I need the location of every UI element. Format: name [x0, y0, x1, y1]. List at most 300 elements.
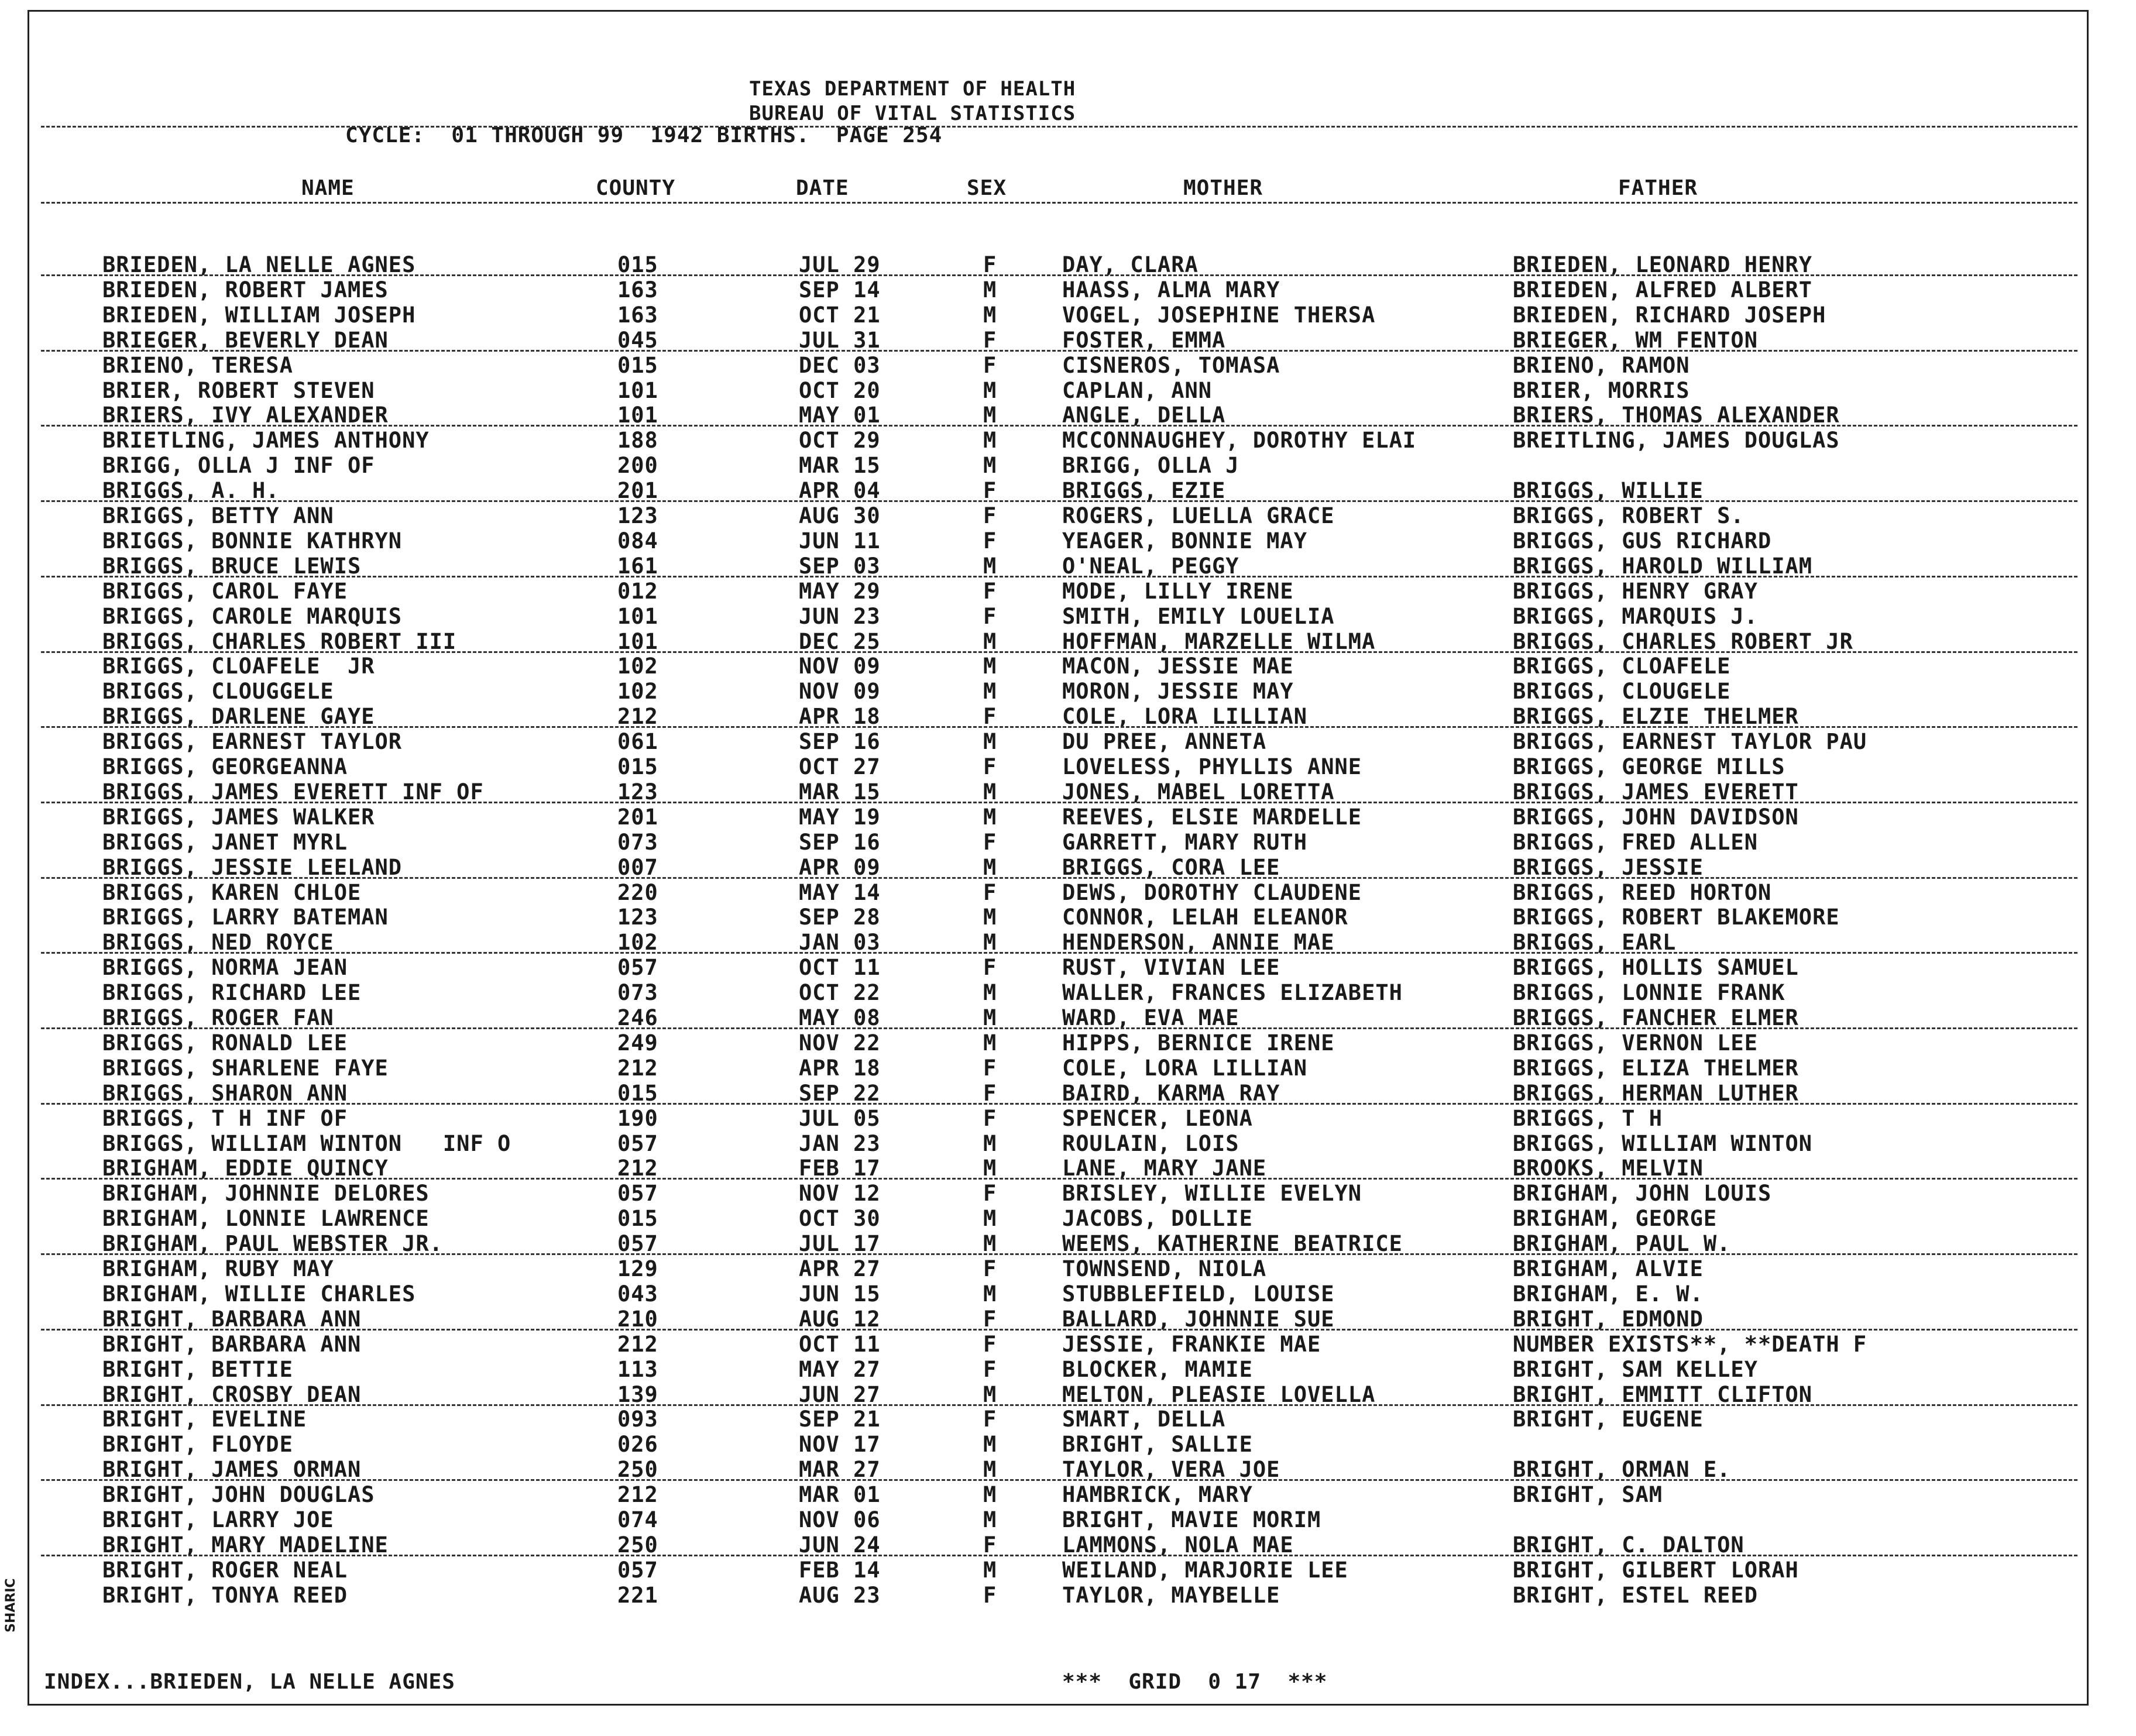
- row-father-cell: BRIGGS, CLOUGELE: [1513, 679, 1731, 704]
- row-mother-cell: LOVELESS, PHYLLIS ANNE: [1062, 754, 1362, 779]
- row-sex-cell: M: [983, 779, 997, 805]
- row-sex-cell: F: [983, 1181, 997, 1206]
- row-date-cell: OCT 20: [799, 378, 881, 403]
- row-mother-cell: SPENCER, LEONA: [1062, 1106, 1253, 1131]
- row-county-cell: 250: [617, 1457, 658, 1482]
- row-sex-cell: F: [983, 1106, 997, 1131]
- row-county-cell: 212: [617, 1332, 658, 1357]
- row-mother-cell: GARRETT, MARY RUTH: [1062, 830, 1307, 855]
- row-father-cell: BRIGGS, WILLIE: [1513, 478, 1704, 503]
- row-name-cell: BRIGGS, A. H.: [102, 478, 280, 503]
- row-county-cell: 201: [617, 478, 658, 503]
- row-county-cell: 073: [617, 830, 658, 855]
- row-county-cell: 246: [617, 1005, 658, 1030]
- row-sex-cell: F: [983, 1407, 997, 1432]
- footer-index: INDEX...BRIEDEN, LA NELLE AGNES: [44, 1670, 455, 1694]
- row-name-cell: BRIEDEN, ROBERT JAMES: [102, 277, 389, 302]
- row-sex-cell: F: [983, 528, 997, 554]
- row-sex-cell: M: [983, 1030, 997, 1056]
- row-name-cell: BRIGHAM, EDDIE QUINCY: [102, 1156, 389, 1181]
- row-name-cell: BRIGHT, JOHN DOUGLAS: [102, 1482, 375, 1507]
- row-sex-cell: M: [983, 905, 997, 930]
- row-mother-cell: MODE, LILLY IRENE: [1062, 579, 1294, 604]
- row-county-cell: 221: [617, 1583, 658, 1608]
- row-county-cell: 043: [617, 1281, 658, 1307]
- row-father-cell: BRIGHT, ESTEL REED: [1513, 1583, 1758, 1608]
- row-name-cell: BRIGHT, BARBARA ANN: [102, 1307, 362, 1332]
- row-mother-cell: WARD, EVA MAE: [1062, 1005, 1239, 1030]
- row-name-cell: BRIGGS, JAMES EVERETT INF OF: [102, 779, 484, 805]
- row-mother-cell: TAYLOR, MAYBELLE: [1062, 1583, 1280, 1608]
- row-mother-cell: REEVES, ELSIE MARDELLE: [1062, 805, 1362, 830]
- row-county-cell: 015: [617, 252, 658, 277]
- row-county-cell: 201: [617, 805, 658, 830]
- row-date-cell: AUG 23: [799, 1583, 881, 1608]
- row-name-cell: BRIGGS, CLOUGGELE: [102, 679, 334, 704]
- row-mother-cell: CAPLAN, ANN: [1062, 378, 1213, 403]
- row-mother-cell: JESSIE, FRANKIE MAE: [1062, 1332, 1321, 1357]
- row-name-cell: BRIGHAM, RUBY MAY: [102, 1256, 334, 1281]
- row-name-cell: BRIGGS, EARNEST TAYLOR: [102, 729, 403, 754]
- row-sex-cell: F: [983, 353, 997, 378]
- row-mother-cell: HOFFMAN, MARZELLE WILMA: [1062, 629, 1376, 654]
- row-father-cell: BRIGHT, C. DALTON: [1513, 1532, 1744, 1558]
- row-father-cell: BRIGGS, HERMAN LUTHER: [1513, 1081, 1799, 1106]
- row-sex-cell: M: [983, 1382, 997, 1407]
- row-sex-cell: F: [983, 328, 997, 353]
- row-father-cell: BRIGGS, JOHN DAVIDSON: [1513, 805, 1799, 830]
- row-name-cell: BRIGHT, EVELINE: [102, 1407, 307, 1432]
- row-separator: [41, 877, 2077, 879]
- row-father-cell: BRIER, MORRIS: [1513, 378, 1690, 403]
- row-county-cell: 123: [617, 905, 658, 930]
- row-father-cell: BRIGHT, SAM: [1513, 1482, 1663, 1507]
- row-name-cell: BRIGGS, GEORGEANNA: [102, 754, 348, 779]
- row-mother-cell: ROULAIN, LOIS: [1062, 1131, 1239, 1156]
- row-date-cell: SEP 21: [799, 1407, 881, 1432]
- row-county-cell: 057: [617, 955, 658, 980]
- row-name-cell: BRIGGS, BRUCE LEWIS: [102, 554, 362, 579]
- row-sex-cell: F: [983, 604, 997, 629]
- row-sex-cell: M: [983, 729, 997, 754]
- row-sex-cell: M: [983, 403, 997, 428]
- row-sex-cell: M: [983, 654, 997, 679]
- row-sex-cell: F: [983, 704, 997, 729]
- row-sex-cell: M: [983, 629, 997, 654]
- row-father-cell: BRIGGS, EARL: [1513, 930, 1677, 955]
- row-sex-cell: F: [983, 1081, 997, 1106]
- footer-grid: *** GRID 0 17 ***: [1062, 1670, 1328, 1694]
- row-father-cell: BRIGHT, EMMITT CLIFTON: [1513, 1382, 1813, 1407]
- row-name-cell: BRIGHAM, JOHNNIE DELORES: [102, 1181, 430, 1206]
- row-sex-cell: F: [983, 1307, 997, 1332]
- row-county-cell: 220: [617, 880, 658, 905]
- row-mother-cell: HAASS, ALMA MARY: [1062, 277, 1280, 302]
- row-mother-cell: MELTON, PLEASIE LOVELLA: [1062, 1382, 1376, 1407]
- row-sex-cell: M: [983, 1131, 997, 1156]
- row-county-cell: 212: [617, 1482, 658, 1507]
- row-mother-cell: BALLARD, JOHNNIE SUE: [1062, 1307, 1335, 1332]
- row-mother-cell: HIPPS, BERNICE IRENE: [1062, 1030, 1335, 1056]
- row-father-cell: BRIGGS, MARQUIS J.: [1513, 604, 1758, 629]
- row-sex-cell: M: [983, 277, 997, 302]
- row-separator: [41, 1027, 2077, 1029]
- row-mother-cell: COLE, LORA LILLIAN: [1062, 1056, 1307, 1081]
- row-mother-cell: DAY, CLARA: [1062, 252, 1199, 277]
- row-father-cell: BRIENO, RAMON: [1513, 353, 1690, 378]
- row-county-cell: 129: [617, 1256, 658, 1281]
- row-mother-cell: YEAGER, BONNIE MAY: [1062, 528, 1307, 554]
- row-sex-cell: F: [983, 955, 997, 980]
- row-date-cell: APR 18: [799, 1056, 881, 1081]
- row-sex-cell: M: [983, 1206, 997, 1231]
- row-date-cell: MAR 15: [799, 779, 881, 805]
- row-father-cell: BRIGHT, SAM KELLEY: [1513, 1357, 1758, 1382]
- row-name-cell: BRIGGS, WILLIAM WINTON INF O: [102, 1131, 511, 1156]
- row-mother-cell: LANE, MARY JANE: [1062, 1156, 1267, 1181]
- row-father-cell: BRIGHT, EDMOND: [1513, 1307, 1704, 1332]
- row-sex-cell: F: [983, 830, 997, 855]
- row-mother-cell: DU PREE, ANNETA: [1062, 729, 1267, 754]
- row-county-cell: 007: [617, 855, 658, 880]
- row-sex-cell: F: [983, 503, 997, 528]
- row-sex-cell: M: [983, 453, 997, 478]
- column-header-father: FATHER: [1618, 176, 1698, 200]
- row-date-cell: NOV 09: [799, 654, 881, 679]
- row-county-cell: 074: [617, 1507, 658, 1532]
- row-father-cell: BRIGGS, HAROLD WILLIAM: [1513, 554, 1813, 579]
- row-date-cell: JAN 03: [799, 930, 881, 955]
- row-date-cell: APR 18: [799, 704, 881, 729]
- row-sex-cell: M: [983, 1558, 997, 1583]
- row-date-cell: SEP 16: [799, 830, 881, 855]
- row-sex-cell: F: [983, 579, 997, 604]
- row-mother-cell: BRIGHT, MAVIE MORIM: [1062, 1507, 1321, 1532]
- row-date-cell: JUL 29: [799, 252, 881, 277]
- row-sex-cell: M: [983, 428, 997, 453]
- row-county-cell: 073: [617, 980, 658, 1005]
- header-rule-2: [41, 202, 2077, 204]
- row-name-cell: BRIGGS, CLOAFELE JR: [102, 654, 375, 679]
- row-date-cell: MAR 27: [799, 1457, 881, 1482]
- row-separator: [41, 350, 2077, 352]
- row-county-cell: 012: [617, 579, 658, 604]
- row-sex-cell: M: [983, 1482, 997, 1507]
- row-sex-cell: M: [983, 302, 997, 328]
- row-sex-cell: F: [983, 1532, 997, 1558]
- row-county-cell: 026: [617, 1432, 658, 1457]
- row-county-cell: 101: [617, 378, 658, 403]
- row-mother-cell: CISNEROS, TOMASA: [1062, 353, 1280, 378]
- row-county-cell: 190: [617, 1106, 658, 1131]
- header-department: TEXAS DEPARTMENT OF HEALTH: [749, 77, 1076, 101]
- row-name-cell: BRIGGS, BETTY ANN: [102, 503, 334, 528]
- row-county-cell: 015: [617, 353, 658, 378]
- row-date-cell: JAN 23: [799, 1131, 881, 1156]
- row-date-cell: SEP 16: [799, 729, 881, 754]
- row-name-cell: BRIGGS, RICHARD LEE: [102, 980, 362, 1005]
- row-father-cell: BRIGGS, ROBERT BLAKEMORE: [1513, 905, 1840, 930]
- row-mother-cell: TAYLOR, VERA JOE: [1062, 1457, 1280, 1482]
- row-county-cell: 101: [617, 403, 658, 428]
- row-father-cell: BRIGGS, ELIZA THELMER: [1513, 1056, 1799, 1081]
- row-father-cell: BRIGGS, VERNON LEE: [1513, 1030, 1758, 1056]
- row-name-cell: BRIGGS, LARRY BATEMAN: [102, 905, 389, 930]
- row-name-cell: BRIETLING, JAMES ANTHONY: [102, 428, 430, 453]
- row-mother-cell: LAMMONS, NOLA MAE: [1062, 1532, 1294, 1558]
- row-father-cell: BRIGGS, HENRY GRAY: [1513, 579, 1758, 604]
- row-separator: [41, 1178, 2077, 1180]
- row-mother-cell: BRIGG, OLLA J: [1062, 453, 1239, 478]
- row-county-cell: 102: [617, 654, 658, 679]
- row-sex-cell: F: [983, 1357, 997, 1382]
- row-sex-cell: M: [983, 1231, 997, 1256]
- row-mother-cell: WEEMS, KATHERINE BEATRICE: [1062, 1231, 1403, 1256]
- row-county-cell: 102: [617, 930, 658, 955]
- row-county-cell: 057: [617, 1558, 658, 1583]
- row-county-cell: 210: [617, 1307, 658, 1332]
- row-date-cell: MAY 14: [799, 880, 881, 905]
- header-cycle: CYCLE: 01 THROUGH 99 1942 BIRTHS. PAGE 254: [345, 123, 943, 147]
- row-county-cell: 015: [617, 1081, 658, 1106]
- row-separator: [41, 1253, 2077, 1255]
- row-sex-cell: M: [983, 1457, 997, 1482]
- row-mother-cell: CONNOR, LELAH ELEANOR: [1062, 905, 1348, 930]
- row-date-cell: OCT 11: [799, 1332, 881, 1357]
- row-date-cell: FEB 17: [799, 1156, 881, 1181]
- row-name-cell: BRIGGS, NORMA JEAN: [102, 955, 348, 980]
- row-father-cell: BRIEDEN, LEONARD HENRY: [1513, 252, 1813, 277]
- row-date-cell: SEP 28: [799, 905, 881, 930]
- column-header-sex: SEX: [967, 176, 1007, 200]
- row-county-cell: 250: [617, 1532, 658, 1558]
- row-sex-cell: F: [983, 1256, 997, 1281]
- row-county-cell: 057: [617, 1231, 658, 1256]
- row-date-cell: JUL 31: [799, 328, 881, 353]
- row-separator: [41, 1103, 2077, 1105]
- row-county-cell: 212: [617, 704, 658, 729]
- row-mother-cell: BRIGHT, SALLIE: [1062, 1432, 1253, 1457]
- row-name-cell: BRIGHT, CROSBY DEAN: [102, 1382, 362, 1407]
- row-county-cell: 101: [617, 604, 658, 629]
- row-name-cell: BRIGHT, ROGER NEAL: [102, 1558, 348, 1583]
- row-father-cell: BRIGHAM, GEORGE: [1513, 1206, 1718, 1231]
- row-father-cell: BRIGGS, EARNEST TAYLOR PAU: [1513, 729, 1867, 754]
- row-county-cell: 101: [617, 629, 658, 654]
- row-father-cell: BRIEGER, WM FENTON: [1513, 328, 1758, 353]
- row-date-cell: JUN 11: [799, 528, 881, 554]
- row-sex-cell: F: [983, 754, 997, 779]
- row-sex-cell: M: [983, 1281, 997, 1307]
- row-father-cell: BRIGGS, GEORGE MILLS: [1513, 754, 1785, 779]
- row-separator: [41, 1404, 2077, 1406]
- row-name-cell: BRIGHAM, WILLIE CHARLES: [102, 1281, 416, 1307]
- row-mother-cell: SMART, DELLA: [1062, 1407, 1226, 1432]
- row-father-cell: BRIGHT, EUGENE: [1513, 1407, 1704, 1432]
- row-date-cell: APR 09: [799, 855, 881, 880]
- row-father-cell: BROOKS, MELVIN: [1513, 1156, 1704, 1181]
- row-name-cell: BRIGGS, RONALD LEE: [102, 1030, 348, 1056]
- row-date-cell: JUN 23: [799, 604, 881, 629]
- row-date-cell: NOV 09: [799, 679, 881, 704]
- row-name-cell: BRIGHT, FLOYDE: [102, 1432, 293, 1457]
- row-sex-cell: M: [983, 554, 997, 579]
- row-name-cell: BRIGGS, JESSIE LEELAND: [102, 855, 403, 880]
- row-date-cell: APR 27: [799, 1256, 881, 1281]
- row-separator: [41, 1479, 2077, 1481]
- row-father-cell: BRIGGS, HOLLIS SAMUEL: [1513, 955, 1799, 980]
- row-sex-cell: M: [983, 1156, 997, 1181]
- row-date-cell: SEP 03: [799, 554, 881, 579]
- row-name-cell: BRIGHT, BETTIE: [102, 1357, 293, 1382]
- row-date-cell: MAY 08: [799, 1005, 881, 1030]
- row-father-cell: BRIGGS, T H: [1513, 1106, 1663, 1131]
- row-date-cell: DEC 25: [799, 629, 881, 654]
- row-separator: [41, 425, 2077, 427]
- row-date-cell: OCT 11: [799, 955, 881, 980]
- row-date-cell: MAY 19: [799, 805, 881, 830]
- row-county-cell: 212: [617, 1056, 658, 1081]
- row-date-cell: JUL 05: [799, 1106, 881, 1131]
- row-mother-cell: JACOBS, DOLLIE: [1062, 1206, 1253, 1231]
- row-mother-cell: MORON, JESSIE MAY: [1062, 679, 1294, 704]
- row-date-cell: MAR 15: [799, 453, 881, 478]
- row-father-cell: BRIGGS, FRED ALLEN: [1513, 830, 1758, 855]
- row-mother-cell: STUBBLEFIELD, LOUISE: [1062, 1281, 1335, 1307]
- row-sex-cell: F: [983, 880, 997, 905]
- row-name-cell: BRIGHT, JAMES ORMAN: [102, 1457, 362, 1482]
- row-county-cell: 123: [617, 779, 658, 805]
- row-father-cell: BRIGHAM, JOHN LOUIS: [1513, 1181, 1772, 1206]
- row-mother-cell: JONES, MABEL LORETTA: [1062, 779, 1335, 805]
- row-name-cell: BRIGHAM, PAUL WEBSTER JR.: [102, 1231, 443, 1256]
- row-name-cell: BRIGHT, MARY MADELINE: [102, 1532, 389, 1558]
- row-county-cell: 212: [617, 1156, 658, 1181]
- row-sex-cell: M: [983, 378, 997, 403]
- row-county-cell: 084: [617, 528, 658, 554]
- row-name-cell: BRIGGS, JAMES WALKER: [102, 805, 375, 830]
- row-father-cell: BRIGGS, LONNIE FRANK: [1513, 980, 1785, 1005]
- header-bureau: BUREAU OF VITAL STATISTICS: [749, 102, 1076, 125]
- row-name-cell: BRIGHT, TONYA REED: [102, 1583, 348, 1608]
- row-father-cell: BRIGHT, GILBERT LORAH: [1513, 1558, 1799, 1583]
- row-date-cell: OCT 27: [799, 754, 881, 779]
- row-sex-cell: F: [983, 1583, 997, 1608]
- row-date-cell: NOV 17: [799, 1432, 881, 1457]
- row-father-cell: BRIGGS, ROBERT S.: [1513, 503, 1744, 528]
- row-name-cell: BRIGG, OLLA J INF OF: [102, 453, 375, 478]
- row-father-cell: BRIGGS, JAMES EVERETT: [1513, 779, 1799, 805]
- row-name-cell: BRIGGS, JANET MYRL: [102, 830, 348, 855]
- row-date-cell: MAY 01: [799, 403, 881, 428]
- row-name-cell: BRIEGER, BEVERLY DEAN: [102, 328, 389, 353]
- row-mother-cell: BRISLEY, WILLIE EVELYN: [1062, 1181, 1362, 1206]
- row-father-cell: BRIGGS, ELZIE THELMER: [1513, 704, 1799, 729]
- header-rule-1: [41, 126, 2077, 128]
- row-name-cell: BRIGGS, CHARLES ROBERT III: [102, 629, 457, 654]
- row-mother-cell: TOWNSEND, NIOLA: [1062, 1256, 1267, 1281]
- row-separator: [41, 1329, 2077, 1331]
- row-mother-cell: BLOCKER, MAMIE: [1062, 1357, 1253, 1382]
- row-father-cell: BRIGGS, REED HORTON: [1513, 880, 1772, 905]
- row-county-cell: 102: [617, 679, 658, 704]
- row-mother-cell: SMITH, EMILY LOUELIA: [1062, 604, 1335, 629]
- row-father-cell: BRIGGS, CLOAFELE: [1513, 654, 1731, 679]
- row-name-cell: BRIGGS, BONNIE KATHRYN: [102, 528, 403, 554]
- row-sex-cell: M: [983, 679, 997, 704]
- row-father-cell: BRIGHAM, PAUL W.: [1513, 1231, 1731, 1256]
- row-mother-cell: ROGERS, LUELLA GRACE: [1062, 503, 1335, 528]
- row-name-cell: BRIGGS, T H INF OF: [102, 1106, 348, 1131]
- row-father-cell: BRIEDEN, RICHARD JOSEPH: [1513, 302, 1826, 328]
- row-mother-cell: DEWS, DOROTHY CLAUDENE: [1062, 880, 1362, 905]
- row-sex-cell: M: [983, 930, 997, 955]
- row-separator: [41, 1555, 2077, 1556]
- row-father-cell: BRIEDEN, ALFRED ALBERT: [1513, 277, 1813, 302]
- row-sex-cell: F: [983, 1056, 997, 1081]
- row-mother-cell: WEILAND, MARJORIE LEE: [1062, 1558, 1348, 1583]
- row-separator: [41, 952, 2077, 954]
- row-name-cell: BRIGGS, CAROLE MARQUIS: [102, 604, 403, 629]
- row-name-cell: BRIEDEN, LA NELLE AGNES: [102, 252, 416, 277]
- row-date-cell: APR 04: [799, 478, 881, 503]
- row-date-cell: MAY 29: [799, 579, 881, 604]
- row-county-cell: 015: [617, 1206, 658, 1231]
- row-mother-cell: ANGLE, DELLA: [1062, 403, 1226, 428]
- row-name-cell: BRIGGS, SHARON ANN: [102, 1081, 348, 1106]
- row-date-cell: JUN 24: [799, 1532, 881, 1558]
- row-name-cell: BRIGGS, ROGER FAN: [102, 1005, 334, 1030]
- row-mother-cell: HAMBRICK, MARY: [1062, 1482, 1253, 1507]
- row-name-cell: BRIGGS, CAROL FAYE: [102, 579, 348, 604]
- row-name-cell: BRIGGS, KAREN CHLOE: [102, 880, 362, 905]
- row-father-cell: BRIGHAM, E. W.: [1513, 1281, 1704, 1307]
- row-father-cell: BRIGGS, GUS RICHARD: [1513, 528, 1772, 554]
- row-sex-cell: M: [983, 980, 997, 1005]
- column-header-date: DATE: [796, 176, 849, 200]
- row-father-cell: BRIGGS, CHARLES ROBERT JR: [1513, 629, 1853, 654]
- row-date-cell: FEB 14: [799, 1558, 881, 1583]
- row-county-cell: 061: [617, 729, 658, 754]
- row-date-cell: NOV 22: [799, 1030, 881, 1056]
- row-name-cell: BRIGGS, NED ROYCE: [102, 930, 334, 955]
- row-county-cell: 015: [617, 754, 658, 779]
- row-date-cell: OCT 22: [799, 980, 881, 1005]
- row-name-cell: BRIGHT, LARRY JOE: [102, 1507, 334, 1532]
- row-county-cell: 057: [617, 1131, 658, 1156]
- row-name-cell: BRIERS, IVY ALEXANDER: [102, 403, 389, 428]
- row-sex-cell: F: [983, 1332, 997, 1357]
- row-date-cell: OCT 21: [799, 302, 881, 328]
- row-county-cell: 163: [617, 302, 658, 328]
- row-date-cell: JUN 15: [799, 1281, 881, 1307]
- row-separator: [41, 651, 2077, 653]
- row-date-cell: MAY 27: [799, 1357, 881, 1382]
- row-sex-cell: F: [983, 478, 997, 503]
- row-separator: [41, 274, 2077, 276]
- row-county-cell: 161: [617, 554, 658, 579]
- row-county-cell: 045: [617, 328, 658, 353]
- row-mother-cell: WALLER, FRANCES ELIZABETH: [1062, 980, 1403, 1005]
- row-date-cell: OCT 29: [799, 428, 881, 453]
- row-mother-cell: BRIGGS, CORA LEE: [1062, 855, 1280, 880]
- side-label: SHARIC: [4, 1578, 18, 1632]
- row-county-cell: 093: [617, 1407, 658, 1432]
- row-county-cell: 249: [617, 1030, 658, 1056]
- row-separator: [41, 576, 2077, 577]
- row-sex-cell: M: [983, 1005, 997, 1030]
- row-mother-cell: FOSTER, EMMA: [1062, 328, 1226, 353]
